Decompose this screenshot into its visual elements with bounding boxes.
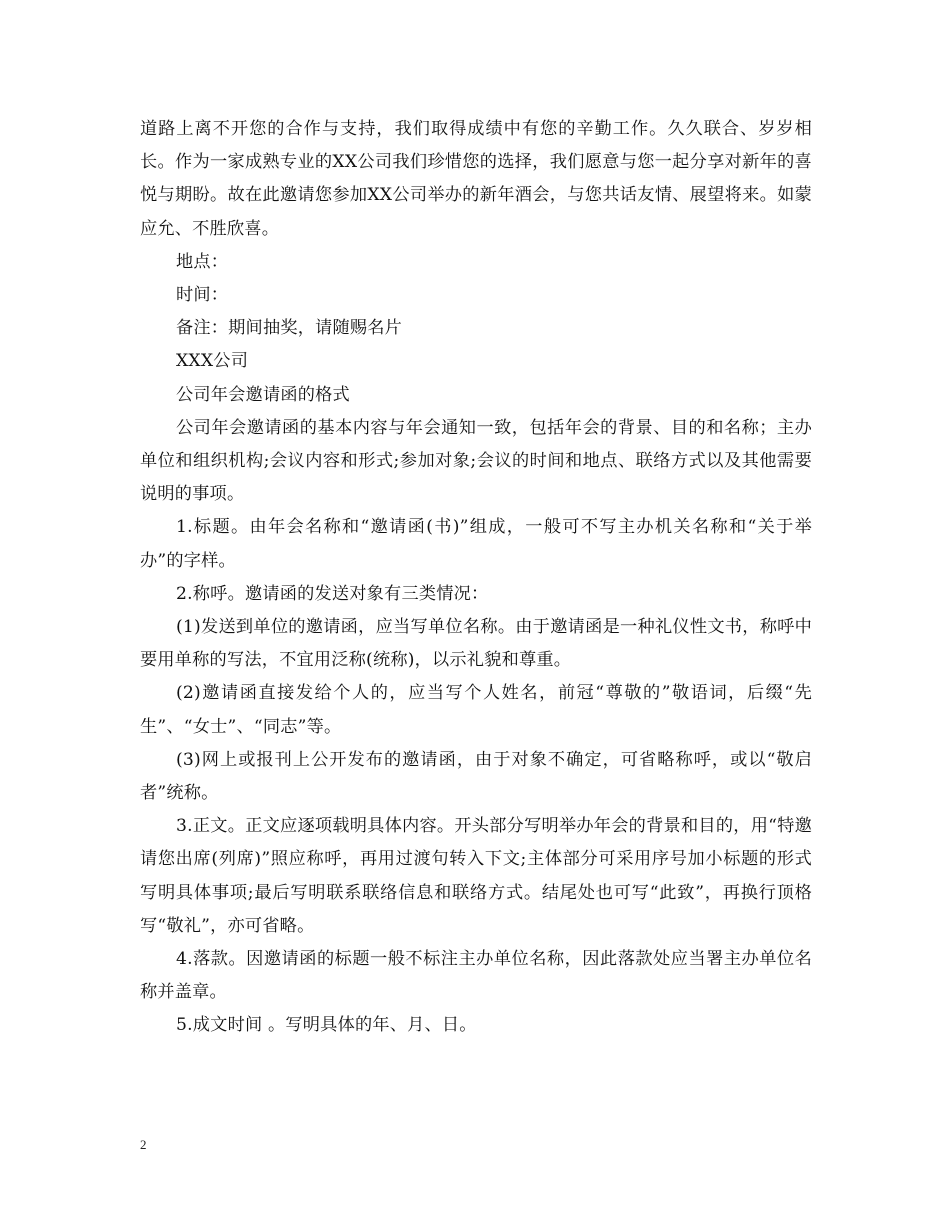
- paragraph-salutation-case-3: (3)网上或报刊上公开发布的邀请函，由于对象不确定，可省略称呼，或以“敬启者”统称。: [140, 749, 812, 804]
- paragraph-salutation-rule: 2.称呼。邀请函的发送对象有三类情况：: [176, 583, 489, 604]
- paragraph-body-rule: 3.正文。正文应逐项载明具体内容。开头部分写明举办年会的背景和目的，用“特邀请您出席(列席)”照应称呼，再用过渡句转入下文;主体部分可采用序号加小标题的形式写明具体事项;最后写明联系联络信息和联络方式。结尾处也可写“此致”，再换行顶格写“敬礼”，亦可省略。: [140, 816, 812, 936]
- section-heading: 公司年会邀请函的格式: [176, 384, 350, 405]
- paragraph-basic-content: 公司年会邀请函的基本内容与年会通知一致，包括年会的背景、目的和名称；主办单位和组织机构;会议内容和形式;参加对象;会议的时间和地点、联络方式以及其他需要说明的事项。: [140, 417, 812, 505]
- page-number: 2: [140, 1137, 147, 1152]
- paragraph-1: 道路上离不开您的合作与支持，我们取得成绩中有您的辛勤工作。久久联合、岁岁相长。作为一家成熟专业的XX公司我们珍惜您的选择，我们愿意与您一起分享对新年的喜悦与期盼。故在此邀请您参加XX公司举办的新年酒会，与您共话友情、展望将来。如蒙应允、不胜欣喜。: [140, 119, 812, 239]
- paragraph-date-rule: 5.成文时间 。写明具体的年、月、日。: [176, 1015, 477, 1036]
- paragraph-remark: 备注：期间抽奖，请随赐名片: [176, 318, 403, 339]
- paragraph-signature-rule: 4.落款。因邀请函的标题一般不标注主办单位名称，因此落款处应当署主办单位名称并盖章。: [140, 949, 812, 1003]
- paragraph-salutation-case-1: (1)发送到单位的邀请函，应当写单位名称。由于邀请函是一种礼仪性文书，称呼中要用单称的写法，不宜用泛称(统称)，以示礼貌和尊重。: [140, 617, 812, 671]
- document-body: [140, 113, 812, 1043]
- paragraph-company: XXX公司: [176, 351, 249, 372]
- paragraph-title-rule: 1.标题。由年会名称和“邀请函(书)”组成，一般可不写主办机关名称和“关于举办”的字样。: [140, 517, 812, 571]
- paragraph-time: 时间：: [176, 285, 229, 306]
- paragraph-salutation-case-2: (2)邀请函直接发给个人的，应当写个人姓名，前冠“尊敬的”敬语词，后缀“先生”、“女士”、“同志”等。: [140, 683, 812, 737]
- paragraph-location: 地点：: [176, 251, 229, 272]
